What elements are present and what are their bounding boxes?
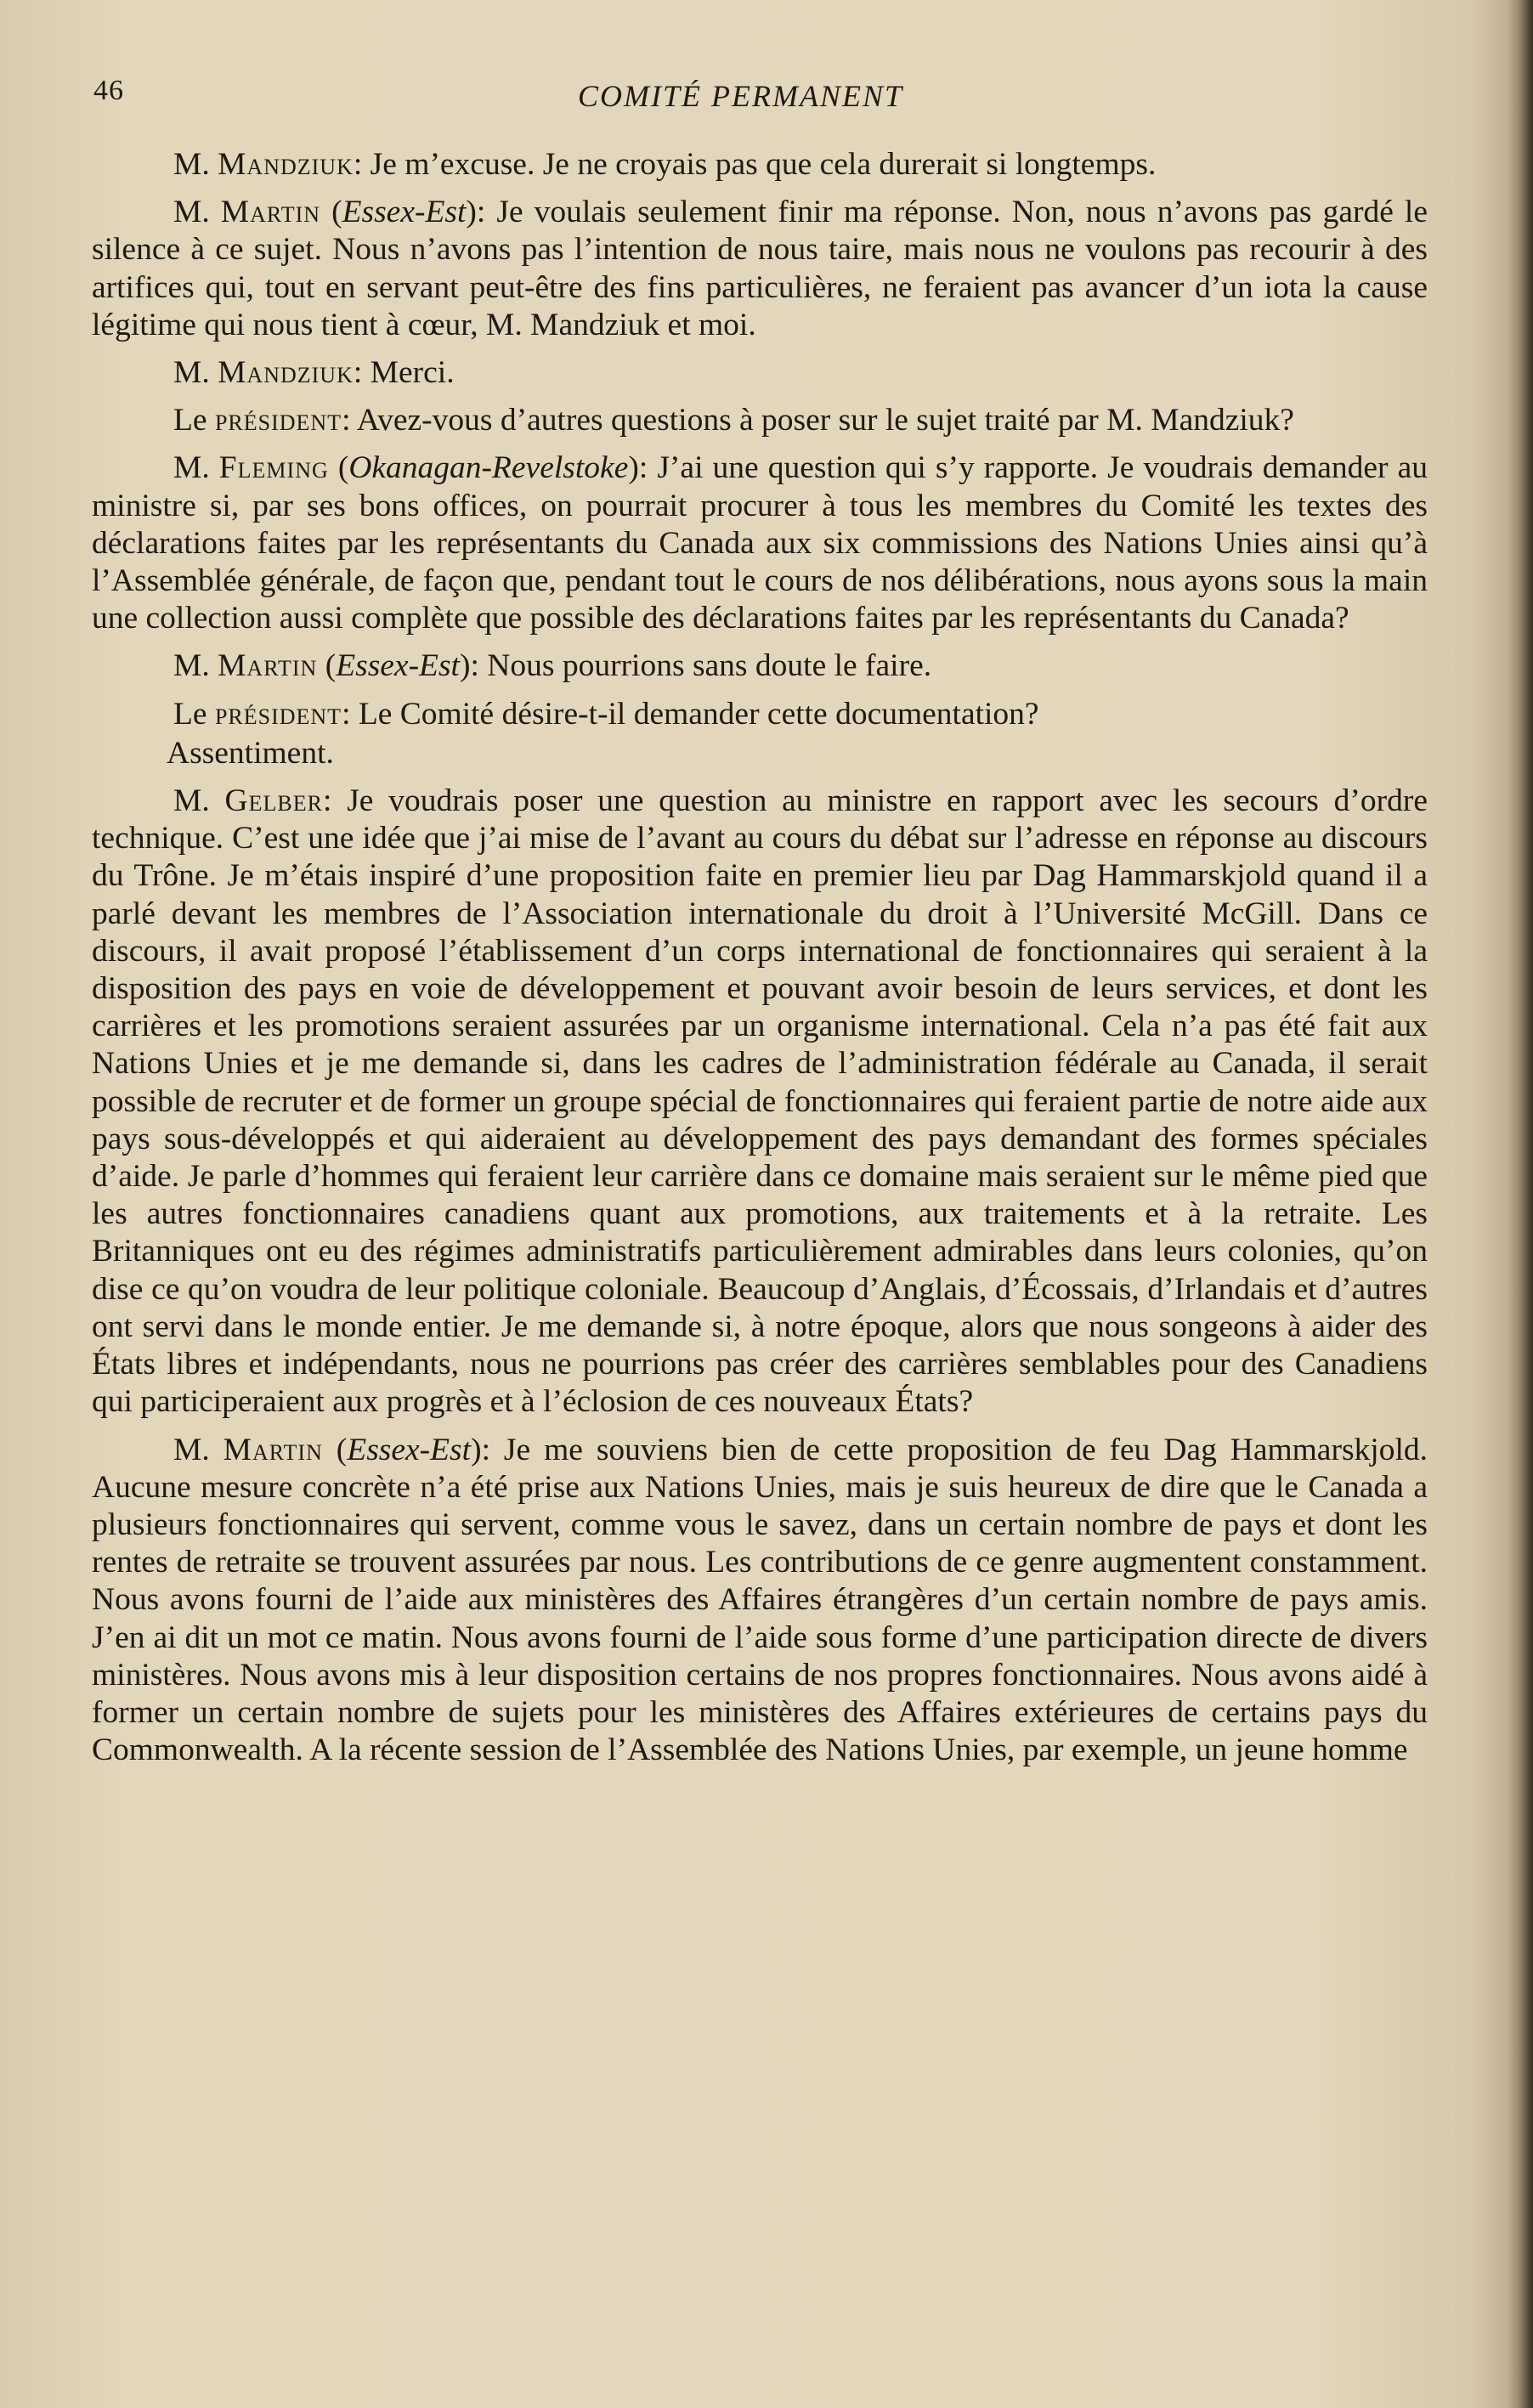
speaker-separator: : <box>638 450 658 486</box>
paragraph-group-2 <box>92 783 1428 1769</box>
speaker-prefix: M. <box>173 355 218 391</box>
speaker-prefix: M. <box>173 783 225 819</box>
page-number: 46 <box>93 75 124 106</box>
speech-text: Je voudrais poser une question au ministre en rapport avec les secours d’ordre technique. C’est une idée que j’ai mise de l’avant au cours du débat sur l’adresse en réponse au discours du Trône. Je m’étais inspiré d’une proposition faite en premier lieu par Dag Hammarskjold quand il a parlé devant les membres de l’Association internationale du droit à l’Université McGill. Dans ce discours, il avait proposé l’établissement d’un corps international de fonctionnaires qui seraient à la disposition des pays en voie de développement et pouvant avoir besoin de leurs services, et dont les carrières et les promotions seraient assurées par un organisme international. Cela n’a pas été fait aux Nations Unies et je me demande si, dans les cadres de l’administration fédérale au Canada, il serait possible de recruter et de former un groupe spécial de fonctionnaires qui feraient partie de notre aide aux pays sous-développés et qui aideraient au développement des pays demandant des formes spéciales d’aide. Je parle d’hommes qui feraient leur carrière dans ce domaine mais seraient sur le même pied que les autres fonctionnaires canadiens quant aux promotions, aux traitements et à la retraite. Les Britanniques ont eu des régimes administratifs particulièrement admirables dans leurs colonies, qu’on dise ce qu’on voudra de leur politique coloniale. Beaucoup d’Anglais, d’Écossais, d’Irlandais et d’autres ont servi dans le monde entier. Je me demande si, à notre époque, alors que nous songeons à aider des États libres et indépendants, nous ne pourrions pas créer des carrières semblables pour des Canadiens qui participeraient aux progrès et à l’éclosion de ces nouveaux États? <box>92 783 1428 1420</box>
speech-paragraph <box>92 146 1428 184</box>
speaker-name: Mandziuk <box>218 147 354 182</box>
paragraph-group-1 <box>92 146 1428 733</box>
speaker-name: Fleming <box>218 450 329 486</box>
speaker-separator: : <box>353 355 371 391</box>
speaker-separator: : <box>322 783 348 819</box>
speaker-separator: : <box>481 1432 504 1467</box>
speech-text: Nous pourrions sans doute le faire. <box>487 648 932 684</box>
speaker-name: Martin <box>218 648 318 684</box>
speaker-separator: : <box>476 195 497 230</box>
speaker-name: Gelber <box>224 783 323 819</box>
speaker-prefix: M. <box>173 648 218 684</box>
speaker-name: Martin <box>223 1432 323 1467</box>
speech-paragraph: M. Fleming (Okanagan-Revelstoke): J’ai une question qui s’y rapporte. Je voudrais demander au ministre si, par ses bons offices, on pourrait procurer à tous les membres du Comité les textes des déclarations faites par les représentants du Canada aux six commissions des Nations Unies ainsi qu’à l’Assemblée générale, de façon que, pendant tout le cours de nos délibérations, nous ayons sous la main une collection aussi complète que possible des déclarations faites par les représentants du Canada? <box>92 450 1428 636</box>
speaker-prefix: Le <box>173 696 215 732</box>
speaker-riding: Okanagan-Revelstoke <box>348 450 629 486</box>
speech-paragraph: M. Martin (Essex-Est): Je voulais seulement finir ma réponse. Non, nous n’avons pas gardé le silence à ce sujet. Nous n’avons pas l’intention de nous taire, mais nous ne voulons pas recourir à des artifices qui, tout en servant peut-être des fins particulières, ne feraient pas avancer d’un iota la cause légitime qui nous tient à cœur, M. Mandziuk et moi. <box>92 195 1428 342</box>
speaker-prefix: M. <box>173 147 218 182</box>
speaker-name: président <box>214 696 342 732</box>
speaker-name: président <box>214 403 342 438</box>
running-title: COMITÉ PERMANENT <box>578 79 903 113</box>
speech-paragraph <box>92 354 1428 392</box>
speaker-prefix: M. <box>173 1432 223 1467</box>
speech-text: J’ai une question qui s’y rapporte. Je voudrais demander au ministre si, par ses bons offices, on pourrait procurer à tous les membres du Comité les textes des déclarations faites par les représentants du Canada aux six commissions des Nations Unies ainsi qu’à l’Assemblée générale, de façon que, pendant tout le cours de nos délibérations, nous ayons sous la main une collection aussi complète que possible des déclarations faites par les représentants du Canada? <box>92 450 1428 636</box>
speech-paragraph <box>92 696 1428 733</box>
speaker-separator: : <box>353 147 371 182</box>
page-header <box>93 75 1436 126</box>
speech-paragraph: M. Martin (Essex-Est): Je me souviens bien de cette proposition de feu Dag Hammarskjold. Aucune mesure concrète n’a été prise aux Nations Unies, mais je suis heureux de dire que le Canada a plusieurs fonctionnaires qui servent, comme vous le savez, dans un certain nombre de pays et dont les rentes de retraite se trouvent assurées par nous. Les contributions de ce genre augmentent constamment. Nous avons fourni de l’aide aux ministères des Affaires étrangères d’un certain nombre de pays amis. J’en ai dit un mot ce matin. Nous avons fourni de l’aide sous forme d’une participation directe de divers ministères. Nous avons mis à leur disposition certains de nos propres fonctionnaires. Nous avons aidé à former un certain nombre de sujets pour les ministères des Affaires extérieures de certains pays du Commonwealth. A la récente session de l’Assemblée des Nations Unies, par exemple, un jeune homme <box>92 1432 1428 1768</box>
speaker-riding: Essex-Est <box>336 648 460 684</box>
page-binding-shadow <box>1508 0 1533 2408</box>
speaker-prefix: M. <box>173 450 219 486</box>
speaker-name: Martin <box>220 195 321 230</box>
speech-paragraph <box>92 783 1428 1421</box>
speech-paragraph: M. Martin (Essex-Est): Nous pourrions sans doute le faire. <box>173 648 932 684</box>
speech-paragraph <box>92 402 1428 439</box>
speech-text: Merci. <box>370 355 455 391</box>
speech-text: Je me souviens bien de cette proposition de feu Dag Hammarskjold. Aucune mesure concrète n’a été prise aux Nations Unies, mais je suis heureux de dire que le Canada a plusieurs fonctionnaires qui servent, comme vous le savez, dans un certain nombre de pays et dont les rentes de retraite se trouvent assurées par nous. Les contributions de ce genre augmentent constamment. Nous avons fourni de l’aide aux ministères des Affaires étrangères d’un certain nombre de pays amis. J’en ai dit un mot ce matin. Nous avons fourni de l’aide sous forme d’une participation directe de divers ministères. Nous avons mis à leur disposition certains de nos propres fonctionnaires. Nous avons aidé à former un certain nombre de sujets pour les ministères des Affaires extérieures de certains pays du Commonwealth. A la récente session de l’Assemblée des Nations Unies, par exemple, un jeune homme <box>92 1432 1428 1768</box>
assent-line: Assentiment. <box>167 735 334 771</box>
speaker-prefix: Le <box>173 403 215 438</box>
transcript-body <box>92 146 1428 1779</box>
speech-text: Le Comité désire-t-il demander cette documentation? <box>358 696 1039 732</box>
speaker-separator: : <box>342 696 359 732</box>
speaker-prefix: M. <box>173 195 221 230</box>
speaker-riding: Essex-Est <box>347 1432 472 1467</box>
speaker-riding: Essex-Est <box>342 195 467 230</box>
speaker-separator: : <box>470 648 488 684</box>
speech-text: Je m’excuse. Je ne croyais pas que cela durerait si longtemps. <box>370 147 1157 182</box>
speaker-name: Mandziuk <box>218 355 354 391</box>
speech-text: Je voulais seulement finir ma réponse. Non, nous n’avons pas gardé le silence à ce sujet. Nous n’avons pas l’intention de nous taire, mais nous ne voulons pas recourir à des artifices qui, tout en servant peut-être des fins particulières, ne feraient pas avancer d’un iota la cause légitime qui nous tient à cœur, M. Mandziuk et moi. <box>92 195 1428 342</box>
speaker-separator: : <box>342 403 357 438</box>
speech-text: Avez-vous d’autres questions à poser sur le sujet traité par M. Mandziuk? <box>356 403 1294 438</box>
